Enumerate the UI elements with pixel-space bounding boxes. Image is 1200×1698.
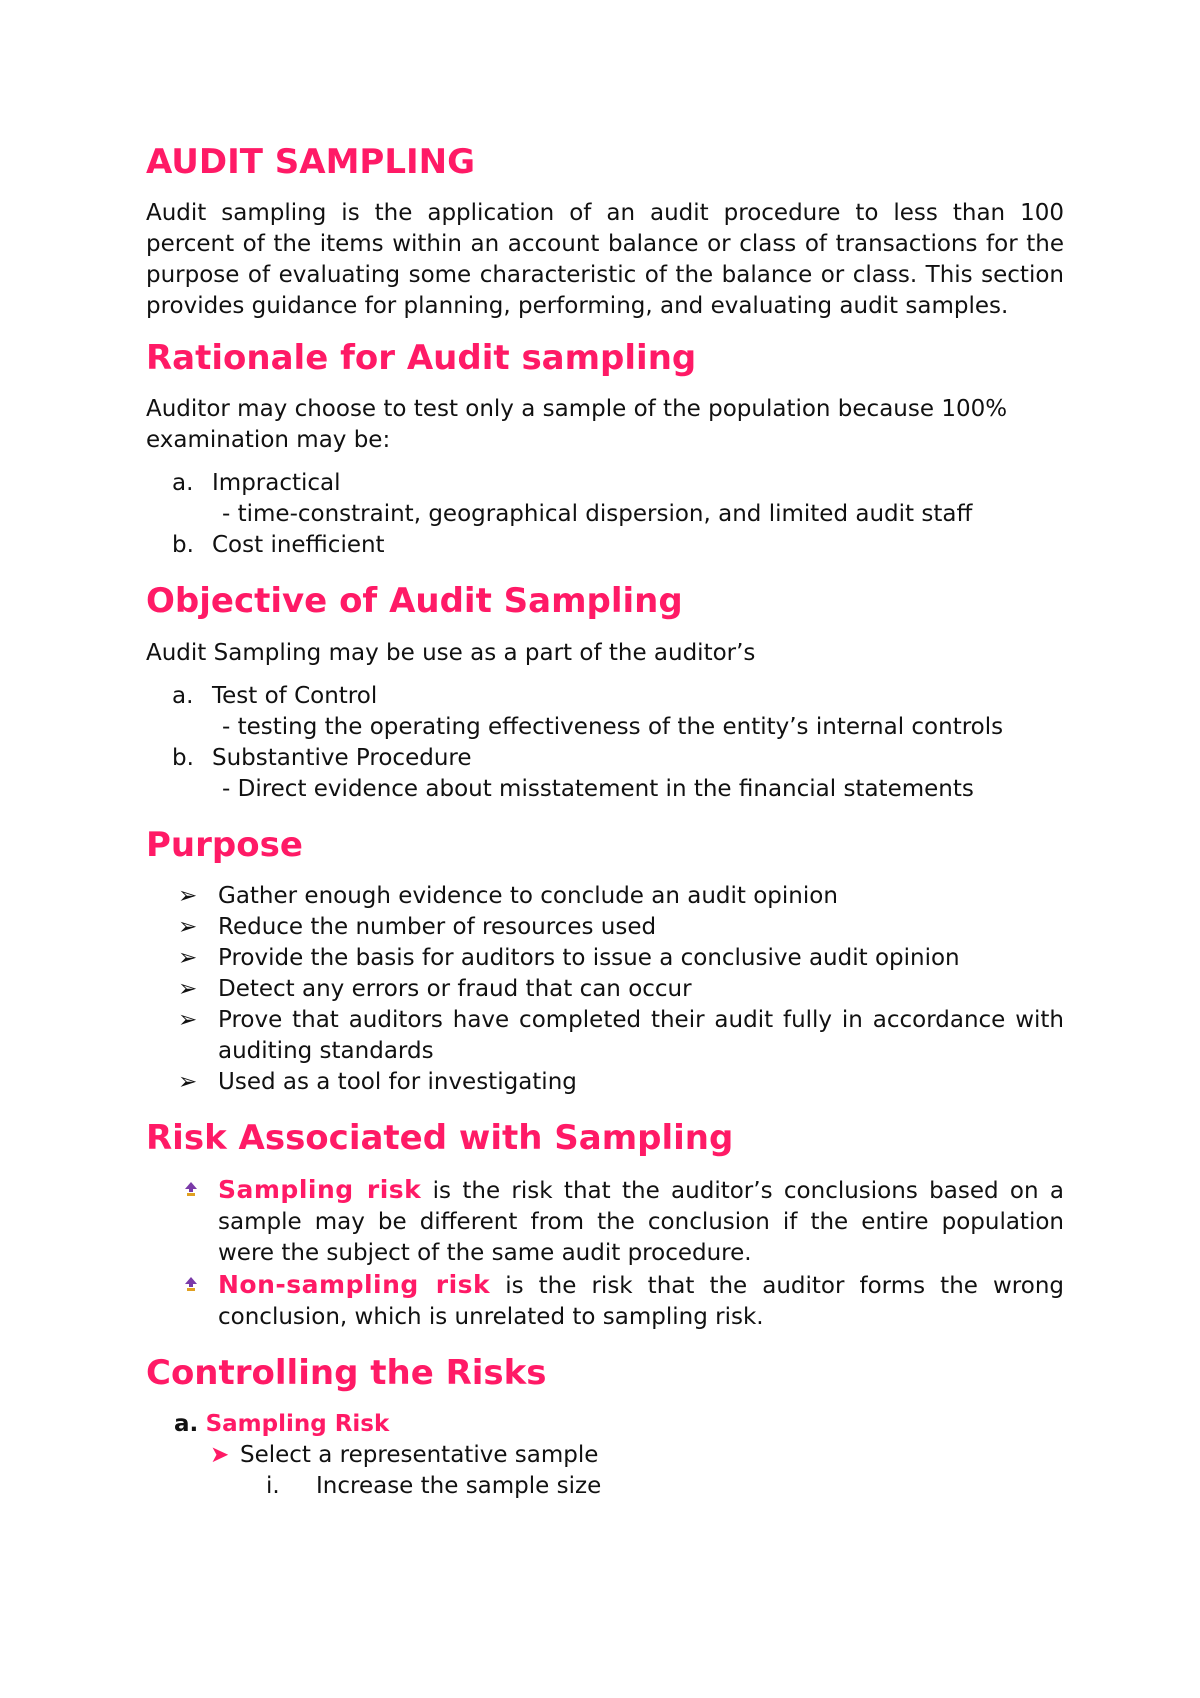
- list-item-label: Substantive Procedure: [212, 744, 472, 771]
- risk-definition: is the risk that the auditor’s conclusions based on a sample may be different from the conclusion if the entire population were the subject of the same audit procedure.: [218, 1177, 1064, 1266]
- list-item: [172, 530, 1064, 561]
- list-marker: a.: [172, 470, 194, 497]
- arrow-bullet-icon: ➢: [178, 882, 198, 909]
- risk-list: [146, 1174, 1064, 1333]
- list-item: [178, 881, 1064, 912]
- list-item: [172, 743, 1064, 805]
- arrow-bullet-icon: ➤: [210, 1442, 230, 1469]
- list-item: [178, 974, 1064, 1005]
- list-item: [178, 943, 1064, 974]
- purpose-list: [146, 881, 1064, 1098]
- rationale-heading: Rationale for Audit sampling: [146, 338, 697, 379]
- list-item: [178, 1005, 1064, 1067]
- list-item-text: Select a representative sample: [240, 1442, 599, 1469]
- list-item-label: Cost inefficient: [212, 532, 385, 559]
- list-item: [174, 1409, 1064, 1440]
- list-marker: a.: [174, 1411, 199, 1438]
- objective-text: Audit Sampling may be use as a part of the auditor’s: [146, 639, 756, 666]
- arrow-bullet-icon: ➢: [178, 1068, 198, 1095]
- arrow-bullet-icon: [184, 1182, 198, 1196]
- list-item-text: Gather enough evidence to conclude an audit opinion: [218, 882, 838, 909]
- list-marker: a.: [172, 682, 194, 709]
- list-item: [172, 681, 1064, 743]
- rationale-text: Auditor may choose to test only a sample of the population because 100% examination may be:: [146, 396, 1008, 454]
- list-item-text: Prove that auditors have completed their audit fully in accordance with auditing standards: [218, 1006, 1064, 1064]
- document-content: [146, 140, 1064, 1502]
- purpose-heading: Purpose: [146, 824, 303, 865]
- risk-heading: Risk Associated with Sampling: [146, 1117, 734, 1158]
- arrow-bullet-icon: ➢: [178, 913, 198, 940]
- list-item: [174, 1471, 1064, 1502]
- list-item: [184, 1269, 1064, 1333]
- document-title: AUDIT SAMPLING: [146, 142, 476, 182]
- list-item-label: Sampling Risk: [205, 1411, 390, 1438]
- intro-paragraph: Audit sampling is the application of an audit procedure to less than 100 percent of the items within an account balance or class of transactions for the purpose of evaluating some characteristic of the balance or class. This section provides guidance for planning, performing, and evaluating audit samples.: [146, 200, 1064, 320]
- arrow-bullet-icon: ➢: [178, 1006, 198, 1033]
- list-marker: i.: [266, 1473, 280, 1500]
- controlling-heading: Controlling the Risks: [146, 1352, 547, 1393]
- rationale-list: [146, 468, 1064, 561]
- list-item-label: Impractical: [212, 470, 341, 497]
- list-item: [172, 468, 1064, 530]
- risk-term: Sampling risk: [218, 1174, 422, 1204]
- list-item-text: Detect any errors or fraud that can occur: [218, 975, 692, 1002]
- list-item-text: Increase the sample size: [316, 1473, 602, 1500]
- objective-list: [146, 681, 1064, 805]
- list-marker: b.: [172, 744, 194, 771]
- list-item: [174, 1440, 1064, 1471]
- list-item-label: Test of Control: [212, 682, 378, 709]
- risk-definition: is the risk that the auditor forms the wrong conclusion, which is unrelated to sampling risk.: [218, 1272, 1064, 1330]
- controlling-list: [146, 1409, 1064, 1502]
- list-item-text: Provide the basis for auditors to issue a conclusive audit opinion: [218, 944, 960, 971]
- list-item-text: Reduce the number of resources used: [218, 913, 657, 940]
- arrow-bullet-icon: ➢: [178, 944, 198, 971]
- list-item-detail: - testing the operating effectiveness of the entity’s internal controls: [222, 713, 1004, 740]
- list-marker: b.: [172, 532, 194, 559]
- risk-term: Non-sampling risk: [218, 1269, 491, 1299]
- list-item-detail: - time-constraint, geographical dispersion, and limited audit staff: [222, 501, 973, 528]
- list-item-detail: - Direct evidence about misstatement in the financial statements: [222, 775, 974, 802]
- list-item: [178, 1067, 1064, 1098]
- objective-heading: Objective of Audit Sampling: [146, 581, 683, 622]
- list-item-text: Used as a tool for investigating: [218, 1068, 577, 1095]
- arrow-bullet-icon: [184, 1277, 198, 1291]
- list-item: [184, 1174, 1064, 1269]
- arrow-bullet-icon: ➢: [178, 975, 198, 1002]
- list-item: [178, 912, 1064, 943]
